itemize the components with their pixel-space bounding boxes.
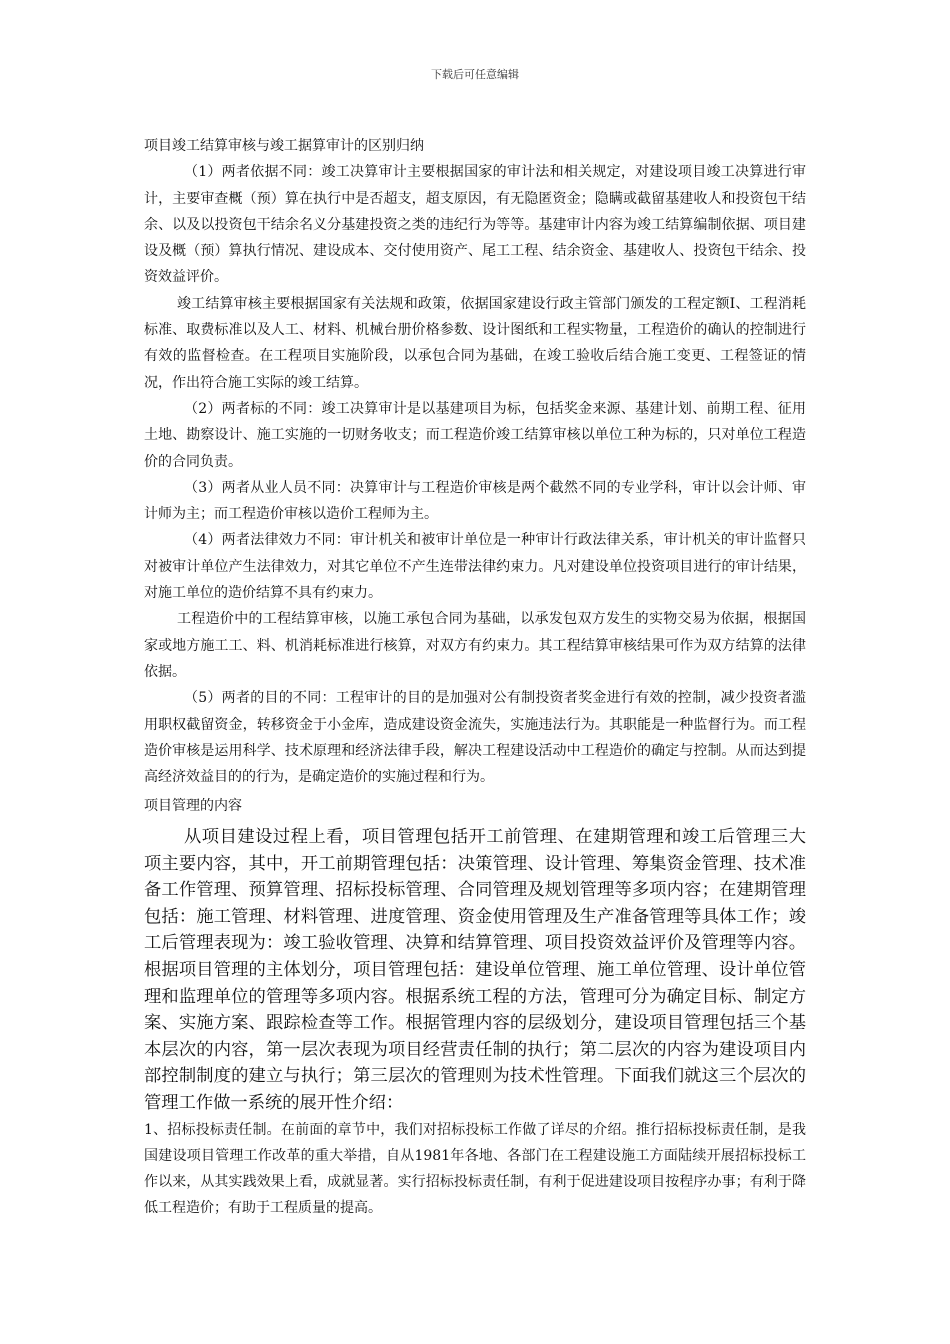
section-title: 项目竣工结算审核与竣工据算审计的区别归纳 [144,138,424,154]
paragraph-2: 竣工结算审核主要根据国家有关法规和政策，依据国家建设行政主管部门颁发的工程定额Ⅰ、工程消耗标准、取费标准以及人工、材料、机械台册价格参数、设计图纸和工程实物量，工程造价的确认的控制进行有效的监督检查。在工程项目实施阶段，以承包合同为基础，在竣工验收后结合施工变更、工程签证的情况，作出符合施工实际的竣工结算。 [144,295,806,391]
page-header: 下载后可任意编辑 [431,68,519,81]
paragraph-1: （1）两者依据不同：竣工决算审计主要根据国家的审计法和相关规定，对建设项目竣工决算进行审计，主要审查概（预）算在执行中是否超支，超支原因，有无隐匿资金；隐瞒或截留基建收人和投资包干结余、以及以投资包干结余名义分基建投资之类的违纪行为等等。基建审计内容为竣工结算编制依据、项目建设及概（预）算执行情况、建设成本、交付使用资产、尾工工程、结余资金、基建收人、投资包干结余、投资效益评价。 [144,164,806,286]
section-audit-comparison [144,133,806,790]
list-item-tender-responsibility: 1、招标投标责任制。在前面的章节中，我们对招标投标工作做了详尽的介绍。推行招标投标责任制，是我国建设项目管理工作改革的重大举措，自从1981年各地、各部门在工程建设施工方面陆续开展招标投标工作以来，从其实践效果上看，成就显著。实行招标投标责任制，有利于促进建设项目按程序办事；有利于降低工程造价；有助于工程质量的提高。 [144,1121,806,1216]
paragraph-5: （4）两者法律效力不同：审计机关和被审计单位是一种审计行政法律关系，审计机关的审计监督只对被审计单位产生法律效力，对其它单位不产生连带法律约束力。凡对建设单位投资项目进行的审计结果，对施工单位的造价结算不具有约束力。 [144,532,806,602]
paragraph-4: （3）两者从业人员不同：决算审计与工程造价审核是两个截然不同的专业学科，审计以会计师、审计师为主；而工程造价审核以造价工程师为主。 [144,479,806,523]
paragraph-6: 工程造价中的工程结算审核，以施工承包合同为基础，以承发包双方发生的实物交易为依据，根据国家或地方施工工、料、机消耗标准进行核算，对双方有约束力。其工程结算审核结果可作为双方结算的法律依据。 [144,611,806,680]
paragraph-management-content: 从项目建设过程上看，项目管理包括开工前管理、在建期管理和竣工后管理三大项主要内容，其中，开工前期管理包括：决策管理、设计管理、筹集资金管理、技术准备工作管理、预算管理、招标投标管理、合同管理及规划管理等多项内容；在建期管理包括：施工管理、材料管理、进度管理、资金使用管理及生产准备管理等具体工作；竣工后管理表现为：竣工验收管理、决算和结算管理、项目投资效益评价及管理等内容。根据项目管理的主体划分，项目管理包括：建设单位管理、施工单位管理、设计单位管理和监理单位的管理等多项内容。根据系统工程的方法，管理可分为确定目标、制定方案、实施方案、跟踪检查等工作。根据管理内容的层级划分，建设项目管理包括三个基本层次的内容，第一层次表现为项目经营责任制的执行；第二层次的内容为建设项目内部控制制度的建立与执行；第三层次的管理则为技术性管理。下面我们就这三个层次的管理工作做一系统的展开性介绍： [144,827,806,1113]
paragraph-3: （2）两者标的不同：竣工决算审计是以基建项目为标，包括奖金来源、基建计划、前期工程、征用土地、勘察设计、施工实施的一切财务收支；而工程造价竣工结算审核以单位工种为标的，只对单位工程造价的合同负责。 [144,400,806,470]
section-title: 项目管理的内容 [144,798,242,814]
paragraph-7: （5）两者的目的不同：工程审计的目的是加强对公有制投资者奖金进行有效的控制，减少投资者滥用职权截留资金，转移资金于小金库，造成建设资金流失，实施违法行为。其职能是一种监督行为。而工程造价审核是运用科学、技术原理和经济法律手段，解决工程建设活动中工程造价的确定与控制。从而达到提高经济效益目的的行为，是确定造价的实施过程和行为。 [144,690,806,786]
section-project-management [144,794,806,1221]
